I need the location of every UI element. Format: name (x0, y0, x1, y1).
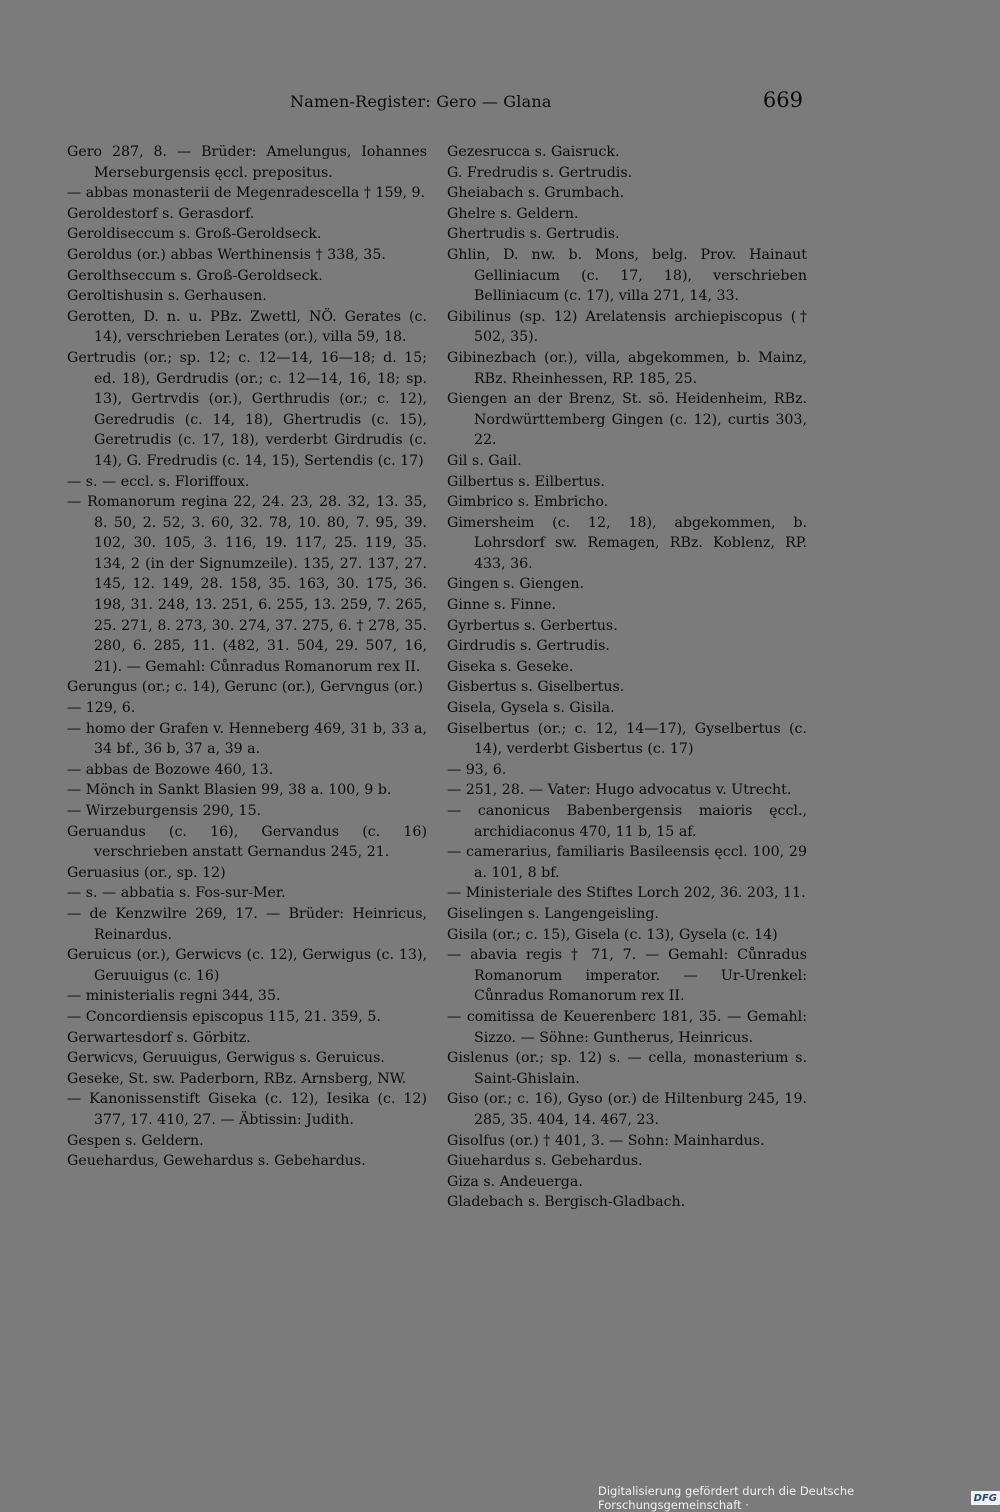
index-entry: Gerwartesdorf s. Görbitz. (67, 1029, 251, 1046)
index-entry: — Kanonissenstift Giseka (c. 12), Iesika (c. 12) 377, 17. 410, 27. — Äbtissin: Judith. (67, 1091, 427, 1128)
index-entry: — ministerialis regni 344, 35. (67, 988, 281, 1005)
index-entry: — s. — eccl. s. Floriffoux. (67, 473, 250, 490)
index-entry: Gerotten, D. n. u. PBz. Zwettl, NÖ. Gerates (c. 14), verschrieben Lerates (or.), villa 59, 18. (67, 308, 427, 346)
index-entry: Gibilinus (sp. 12) Arelatensis archiepiscopus († 502, 35). (447, 308, 807, 346)
dfg-logo: DFG (971, 1491, 1000, 1505)
index-entry: — canonicus Babenbergensis maioris ęccl., archidiaconus 470, 11 b, 15 af. (447, 803, 807, 840)
index-entry: Geruandus (c. 16), Gervandus (c. 16) verschrieben anstatt Gernandus 245, 21. (67, 823, 427, 861)
right-column (447, 142, 807, 1213)
index-entry: — camerarius, familiaris Basileensis ęccl. 100, 29 a. 101, 8 bf. (447, 844, 807, 881)
index-entry: — Romanorum regina 22, 24. 23, 28. 32, 13. 35, 8. 50, 2. 52, 3. 60, 32. 78, 10. 80, 7. 95, 39. 102, 30. 105, 3. 116, 19. 117, 25. 119, 35. 134, 2 (in der Signumzeile). 135, 27. 137, 27. 145, 12. 149, 28. 158, 35. 163, 30. 175, 36. 198, 31. 248, 13. 251, 6. 255, 13. 259, 7. 265, 25. 271, 8. 273, 30. 274, 37. 275, 6. † 278, 35. 280, 6. 285, 11. (482, 31. 504, 29. 507, 16, 21). — Gemahl: Cůnradus Romanorum rex II. (67, 494, 427, 675)
index-entry: G. Fredrudis s. Gertrudis. (447, 164, 633, 181)
index-entry: Geseke, St. sw. Paderborn, RBz. Arnsberg, NW. (67, 1070, 407, 1087)
index-entry: Gyrbertus s. Gerbertus. (447, 617, 618, 634)
index-entry: Giuehardus s. Gebehardus. (447, 1153, 643, 1170)
page-number: 669 (762, 88, 803, 112)
left-column (67, 142, 427, 1172)
index-entry: Girdrudis s. Gertrudis. (447, 638, 610, 655)
index-entry: Gislenus (or.; sp. 12) s. — cella, monasterium s. Saint-Ghislain. (447, 1050, 807, 1087)
index-entry: — 93, 6. (447, 761, 507, 778)
index-entry: Giseka s. Geseke. (447, 658, 574, 675)
index-entry: — homo der Grafen v. Henneberg 469, 31 b, 33 a, 34 bf., 36 b, 37 a, 39 a. (67, 720, 427, 758)
index-entry: Geruicus (or.), Gerwicvs (c. 12), Gerwigus (c. 13), Geruuigus (c. 16) (67, 947, 427, 984)
index-entry: Geroldus (or.) abbas Werthinensis † 338, 35. (67, 246, 386, 263)
index-entry: Gimbrico s. Embricho. (447, 494, 609, 511)
index-entry: Geroldestorf s. Gerasdorf. (67, 205, 255, 222)
index-entry: Gertrudis (or.; sp. 12; c. 12—14, 16—18; d. 15; ed. 18), Gerdrudis (or.; c. 12—14, 16, 18; sp. 13), Gertrvdis (or.), Gerthrudis (or.; c. 12), Geredrudis (c. 14, 18), Ghertrudis (c. 15), Geretrudis (c. 17, 18), verderbt Girdrudis (c. 14), G. Fredrudis (c. 14, 15), Sertendis (c. 17) (67, 349, 427, 469)
index-entry: Giselingen s. Langengeisling. (447, 905, 659, 922)
index-entry: Gisbertus s. Giselbertus. (447, 679, 625, 696)
index-entry: — Concordiensis episcopus 115, 21. 359, 5. (67, 1008, 381, 1025)
index-entry: Gezesrucca s. Gaisruck. (447, 144, 620, 160)
index-entry: — Ministeriale des Stiftes Lorch 202, 36. 203, 11. (447, 885, 806, 902)
index-entry: Ghlin, D. nw. b. Mons, belg. Prov. Hainaut Gelliniacum (c. 17, 18), verschrieben Belliniacum (c. 17), villa 271, 14, 33. (447, 246, 807, 305)
index-entry: — 251, 28. — Vater: Hugo advocatus v. Utrecht. (447, 782, 792, 799)
index-entry: Geuehardus, Gewehardus s. Gebehardus. (67, 1153, 366, 1170)
index-entry: — de Kenzwilre 269, 17. — Brüder: Heinricus, Reinardus. (67, 905, 427, 943)
page-header (0, 88, 1000, 118)
index-entry: — 129, 6. (67, 700, 136, 717)
index-entry: — comitissa de Keuerenberc 181, 35. — Gemahl: Sizzo. — Söhne: Guntherus, Heinricus. (447, 1008, 807, 1046)
index-entry: Gisila (or.; c. 15), Gisela (c. 13), Gysela (c. 14) (447, 926, 778, 943)
index-entry: Gerwicvs, Geruuigus, Gerwigus s. Geruicus. (67, 1050, 385, 1067)
running-head: Namen-Register: Gero — Glana (290, 92, 552, 111)
index-entry: Gisolfus (or.) † 401, 3. — Sohn: Mainhardus. (447, 1132, 765, 1149)
index-entry: Gladebach s. Bergisch-Gladbach. (447, 1194, 686, 1211)
index-entry: Gil s. Gail. (447, 452, 522, 469)
index-entry: Gingen s. Giengen. (447, 576, 584, 593)
footer (598, 1484, 1000, 1512)
index-entry: Giza s. Andeuerga. (447, 1173, 583, 1190)
index-entry: Ginne s. Finne. (447, 597, 556, 614)
index-entry: Gisela, Gysela s. Gisila. (447, 700, 615, 717)
index-entry: — Wirzeburgensis 290, 15. (67, 803, 262, 819)
index-entry: Gerolthseccum s. Groß-Geroldseck. (67, 267, 323, 284)
index-entry: Ghertrudis s. Gertrudis. (447, 226, 620, 243)
index-entry: — abavia regis † 71, 7. — Gemahl: Cůnradus Romanorum imperator. — Ur-Urenkel: Cůnradus Romanorum rex II. (447, 947, 807, 1005)
index-entry: Gibinezbach (or.), villa, abgekommen, b. Mainz, RBz. Rheinhessen, RP. 185, 25. (447, 349, 807, 387)
index-entry: Ghelre s. Geldern. (447, 205, 579, 222)
index-entry: Geruasius (or., sp. 12) (67, 864, 226, 881)
index-entry: Gero 287, 8. — Brüder: Amelungus, Iohannes Merseburgensis ęccl. prepositus. (67, 144, 427, 181)
index-entry: — abbas de Bozowe 460, 13. (67, 761, 274, 778)
index-entry: Gilbertus s. Eilbertus. (447, 473, 605, 490)
index-entry: Giso (or.; c. 16), Gyso (or.) de Hiltenburg 245, 19. 285, 35. 404, 14. 467, 23. (447, 1091, 807, 1128)
index-entry: — s. — abbatia s. Fos-sur-Mer. (67, 885, 286, 902)
index-entry: — abbas monasterii de Megenradescella † 159, 9. (67, 185, 426, 202)
index-entry: Giengen an der Brenz, St. sö. Heidenheim, RBz. Nordwürttemberg Gingen (c. 12), curtis 303, 22. (447, 391, 807, 449)
funding-credit: Digitalisierung gefördert durch die Deutsche Forschungsgemeinschaft · (598, 1484, 855, 1512)
index-entry: Gimersheim (c. 12, 18), abgekommen, b. Lohrsdorf sw. Remagen, RBz. Koblenz, RP. 433, 36. (447, 514, 807, 572)
index-entry: Giselbertus (or.; c. 12, 14—17), Gyselbertus (c. 14), verderbt Gisbertus (c. 17) (447, 720, 807, 758)
index-entry: — Mönch in Sankt Blasien 99, 38 a. 100, 9 b. (67, 782, 392, 799)
index-entry: Gerungus (or.; c. 14), Gerunc (or.), Gervngus (or.) (67, 679, 424, 696)
index-entry: Geroltishusin s. Gerhausen. (67, 288, 267, 305)
index-entry: Gespen s. Geldern. (67, 1132, 204, 1149)
index-entry: Gheiabach s. Grumbach. (447, 185, 625, 202)
index-entry: Geroldiseccum s. Groß-Geroldseck. (67, 226, 322, 243)
